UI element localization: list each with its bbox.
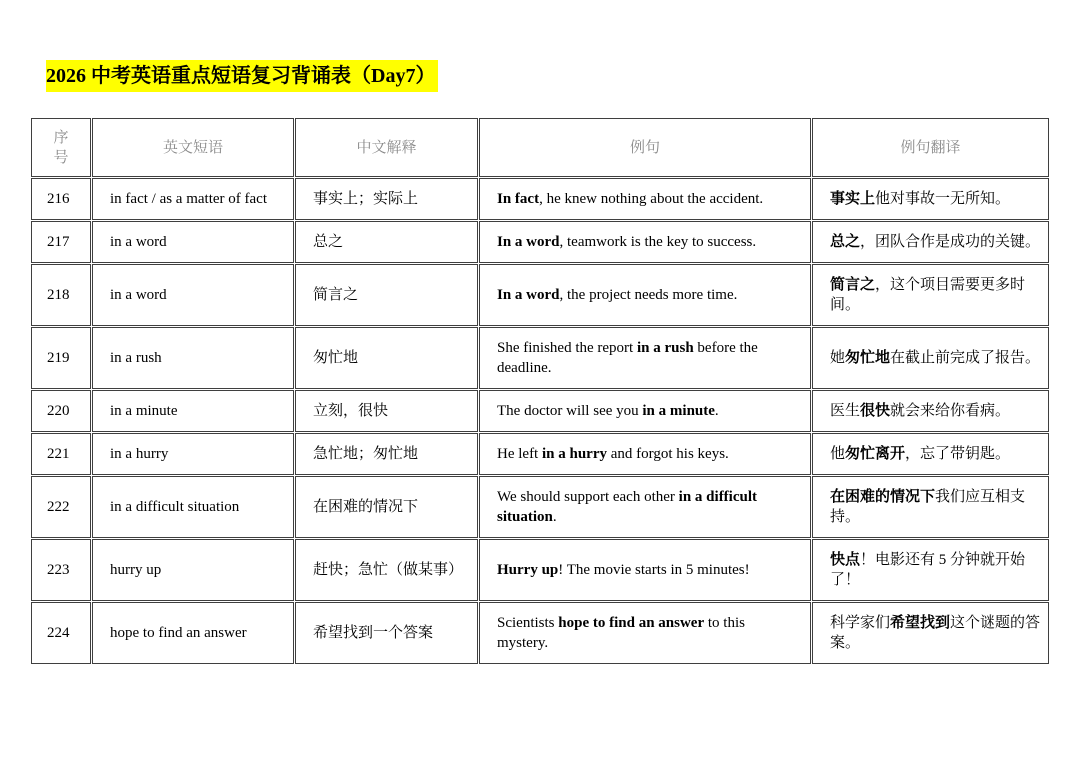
row-index: 220 bbox=[31, 390, 91, 432]
table-row bbox=[31, 602, 1049, 664]
header-meaning: 中文解释 bbox=[295, 118, 478, 177]
example-translation bbox=[812, 221, 1049, 263]
translation-text: 他对事故一无所知。 bbox=[875, 191, 1011, 207]
example-text: and forgot his keys. bbox=[607, 446, 729, 462]
phrase-cell: in a minute bbox=[92, 390, 294, 432]
example-text: . bbox=[714, 403, 719, 419]
phrase-table bbox=[30, 117, 1050, 665]
example-translation bbox=[812, 433, 1049, 475]
example-text: We should support each other bbox=[497, 489, 679, 505]
table-row bbox=[31, 539, 1049, 601]
example-text: , he knew nothing about the accident. bbox=[539, 191, 764, 207]
meaning-cell: 赶快；急忙（做某事） bbox=[295, 539, 478, 601]
meaning-cell: 事实上；实际上 bbox=[295, 178, 478, 220]
table-header bbox=[31, 118, 1049, 177]
meaning-cell: 总之 bbox=[295, 221, 478, 263]
translation-keyphrase: 匆忙离开 bbox=[845, 446, 906, 462]
translation-text: ，团队合作是成功的关键。 bbox=[860, 234, 1041, 250]
translation-keyphrase: 快点 bbox=[830, 552, 861, 568]
translation-text: 在截止前完成了报告。 bbox=[890, 350, 1041, 366]
example-sentence bbox=[479, 433, 811, 475]
example-keyphrase: in a hurry bbox=[541, 446, 607, 462]
row-index: 218 bbox=[31, 264, 91, 326]
phrase-cell: in a rush bbox=[92, 327, 294, 389]
table-row bbox=[31, 327, 1049, 389]
translation-text: 医生 bbox=[830, 403, 861, 419]
example-text: The doctor will see you bbox=[497, 403, 643, 419]
example-text: ! The movie starts in 5 minutes! bbox=[558, 562, 750, 578]
translation-text: 他 bbox=[830, 446, 846, 462]
translation-keyphrase: 希望找到 bbox=[890, 615, 951, 631]
table-header-row bbox=[31, 118, 1049, 177]
header-example: 例句 bbox=[479, 118, 811, 177]
example-sentence bbox=[479, 221, 811, 263]
table-row bbox=[31, 264, 1049, 326]
translation-keyphrase: 简言之 bbox=[830, 277, 876, 293]
header-index-label: 序号 bbox=[53, 129, 69, 166]
example-translation bbox=[812, 390, 1049, 432]
row-index: 219 bbox=[31, 327, 91, 389]
example-sentence bbox=[479, 602, 811, 664]
example-translation bbox=[812, 327, 1049, 389]
row-index: 216 bbox=[31, 178, 91, 220]
example-translation bbox=[812, 602, 1049, 664]
example-sentence bbox=[479, 390, 811, 432]
header-translation: 例句翻译 bbox=[812, 118, 1049, 177]
phrase-cell: in a word bbox=[92, 221, 294, 263]
translation-keyphrase: 事实上 bbox=[830, 191, 876, 207]
table-row bbox=[31, 433, 1049, 475]
example-sentence bbox=[479, 476, 811, 538]
example-keyphrase: hope to find an answer bbox=[558, 615, 705, 631]
table-row bbox=[31, 476, 1049, 538]
translation-text: ，忘了带钥匙。 bbox=[905, 446, 1011, 462]
meaning-cell: 匆忙地 bbox=[295, 327, 478, 389]
example-text: , teamwork is the key to success. bbox=[559, 234, 757, 250]
translation-text: 她 bbox=[830, 350, 846, 366]
translation-keyphrase: 很快 bbox=[860, 403, 891, 419]
meaning-cell: 急忙地；匆忙地 bbox=[295, 433, 478, 475]
translation-keyphrase: 匆忙地 bbox=[845, 350, 891, 366]
translation-text: ！电影还有 5 分钟就开始了！ bbox=[830, 552, 1026, 588]
translation-text: 就会来给你看病。 bbox=[890, 403, 1011, 419]
table-body bbox=[31, 178, 1049, 664]
phrase-cell: in fact / as a matter of fact bbox=[92, 178, 294, 220]
example-keyphrase: In fact bbox=[497, 191, 540, 207]
translation-keyphrase: 总之 bbox=[830, 234, 861, 250]
row-index: 223 bbox=[31, 539, 91, 601]
example-sentence bbox=[479, 264, 811, 326]
header-phrase: 英文短语 bbox=[92, 118, 294, 177]
meaning-cell: 立刻，很快 bbox=[295, 390, 478, 432]
example-text: to this mystery. bbox=[497, 615, 745, 651]
page-title: 2026 中考英语重点短语复习背诵表（Day7） bbox=[46, 60, 438, 92]
example-text: She finished the report bbox=[497, 340, 637, 356]
table-row bbox=[31, 390, 1049, 432]
phrase-cell: hope to find an answer bbox=[92, 602, 294, 664]
example-text: Scientists bbox=[497, 615, 559, 631]
translation-text: 这个谜题的答案。 bbox=[830, 615, 1041, 651]
example-keyphrase: in a difficult situation bbox=[497, 489, 758, 525]
example-sentence bbox=[479, 327, 811, 389]
example-text: He left bbox=[497, 446, 542, 462]
example-translation bbox=[812, 264, 1049, 326]
example-keyphrase: In a word bbox=[497, 234, 560, 250]
phrase-cell: hurry up bbox=[92, 539, 294, 601]
example-keyphrase: in a minute bbox=[642, 403, 715, 419]
example-keyphrase: in a rush bbox=[636, 340, 694, 356]
row-index: 224 bbox=[31, 602, 91, 664]
phrase-cell: in a hurry bbox=[92, 433, 294, 475]
meaning-cell: 简言之 bbox=[295, 264, 478, 326]
meaning-cell: 在困难的情况下 bbox=[295, 476, 478, 538]
translation-keyphrase: 在困难的情况下 bbox=[830, 489, 936, 505]
phrase-cell: in a difficult situation bbox=[92, 476, 294, 538]
example-text: before the deadline. bbox=[497, 340, 758, 376]
example-translation bbox=[812, 476, 1049, 538]
example-keyphrase: In a word bbox=[497, 287, 560, 303]
example-translation bbox=[812, 539, 1049, 601]
table-row bbox=[31, 221, 1049, 263]
example-text: , the project needs more time. bbox=[559, 287, 738, 303]
translation-text: 科学家们 bbox=[830, 615, 891, 631]
example-text: . bbox=[552, 509, 557, 525]
example-keyphrase: Hurry up bbox=[497, 562, 559, 578]
meaning-cell: 希望找到一个答案 bbox=[295, 602, 478, 664]
header-index bbox=[31, 118, 91, 177]
translation-text: ，这个项目需要更多时间。 bbox=[830, 277, 1026, 313]
table-row bbox=[31, 178, 1049, 220]
translation-text: 我们应互相支持。 bbox=[830, 489, 1026, 525]
example-translation bbox=[812, 178, 1049, 220]
phrase-cell: in a word bbox=[92, 264, 294, 326]
example-sentence bbox=[479, 178, 811, 220]
example-sentence bbox=[479, 539, 811, 601]
row-index: 222 bbox=[31, 476, 91, 538]
row-index: 221 bbox=[31, 433, 91, 475]
row-index: 217 bbox=[31, 221, 91, 263]
